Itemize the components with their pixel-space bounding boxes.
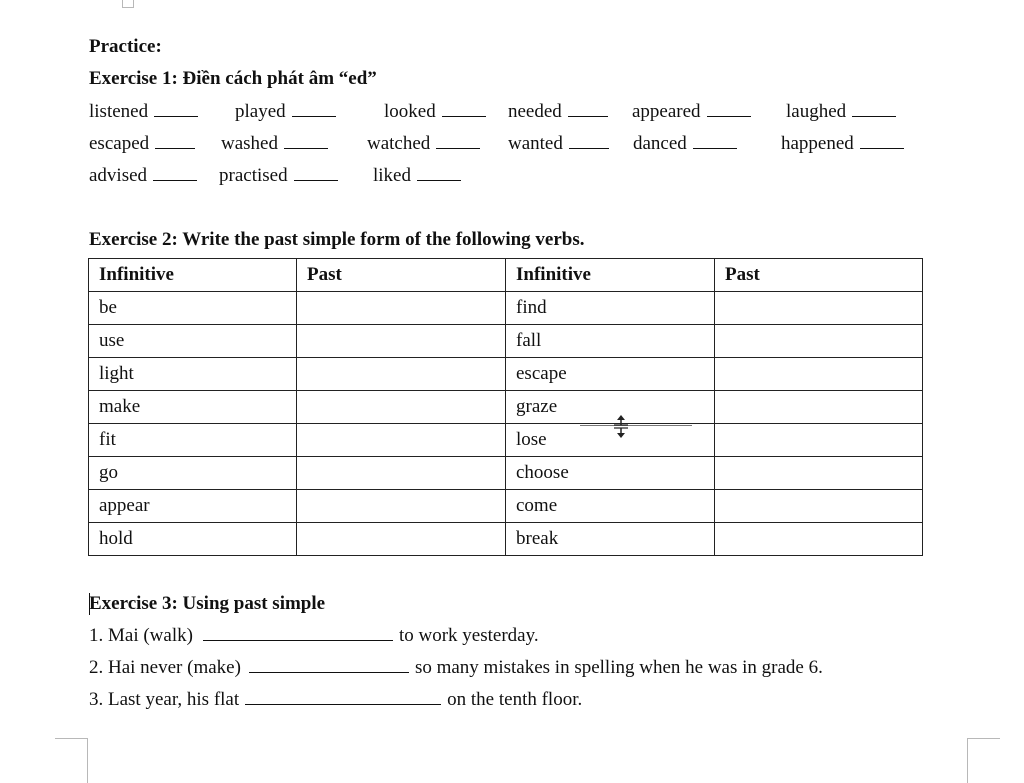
col-header-infinitive: Infinitive: [506, 259, 715, 292]
verb-cell: escape: [506, 358, 715, 391]
ed-word: washed: [221, 133, 328, 155]
answer-cell[interactable]: [715, 457, 923, 490]
answer-blank[interactable]: [203, 639, 393, 641]
exercise2-title: Exercise 2: Write the past simple form of the following verbs.: [89, 229, 585, 250]
verb-cell: go: [89, 457, 297, 490]
verb-cell: be: [89, 292, 297, 325]
page-corner-mark-bottom-left: [55, 738, 88, 783]
ed-word: practised: [219, 165, 338, 187]
verb-cell: choose: [506, 457, 715, 490]
table-row: [89, 457, 923, 490]
answer-cell[interactable]: [297, 523, 506, 556]
table-row: [89, 292, 923, 325]
ed-word: laughed: [786, 101, 896, 123]
ed-word: wanted: [508, 133, 609, 155]
ed-word: watched: [367, 133, 480, 155]
answer-cell[interactable]: [297, 424, 506, 457]
verb-cell: fall: [506, 325, 715, 358]
table-row: [89, 358, 923, 391]
verb-cell: appear: [89, 490, 297, 523]
row-resize-guide: [580, 425, 692, 426]
row-resize-cursor-icon: [613, 414, 629, 440]
ed-word: escaped: [89, 133, 195, 155]
exercise1-title: Exercise 1: Điền cách phát âm “ed”: [89, 68, 377, 89]
verb-cell: graze: [506, 391, 715, 424]
practice-title: Practice:: [89, 36, 162, 57]
ed-word: happened: [781, 133, 904, 155]
table-row: [89, 391, 923, 424]
answer-cell[interactable]: [297, 325, 506, 358]
ed-word: listened: [89, 101, 198, 123]
answer-cell[interactable]: [715, 424, 923, 457]
ed-word: advised: [89, 165, 197, 187]
verb-cell: break: [506, 523, 715, 556]
ed-word: needed: [508, 101, 608, 123]
exercise3-sentence: 3. Last year, his flat on the tenth floor.: [89, 689, 583, 710]
answer-blank[interactable]: [249, 671, 409, 673]
ed-word: looked: [384, 101, 486, 123]
verb-cell: use: [89, 325, 297, 358]
verb-cell: come: [506, 490, 715, 523]
verb-cell: lose: [506, 424, 715, 457]
table-row: [89, 490, 923, 523]
answer-cell[interactable]: [297, 358, 506, 391]
verb-cell: light: [89, 358, 297, 391]
answer-cell[interactable]: [715, 523, 923, 556]
answer-cell[interactable]: [715, 358, 923, 391]
ed-word: danced: [633, 133, 737, 155]
page-corner-mark-bottom-right: [967, 738, 1000, 783]
verb-cell: fit: [89, 424, 297, 457]
answer-cell[interactable]: [297, 457, 506, 490]
answer-cell[interactable]: [715, 391, 923, 424]
answer-cell[interactable]: [297, 292, 506, 325]
answer-blank[interactable]: [245, 703, 441, 705]
col-header-past: Past: [297, 259, 506, 292]
exercise3-sentence: 1. Mai (walk) to work yesterday.: [89, 625, 539, 646]
answer-cell[interactable]: [715, 292, 923, 325]
verb-table: [88, 258, 923, 556]
ed-word: appeared: [632, 101, 751, 123]
ed-word: played: [235, 101, 336, 123]
exercise3-sentence: 2. Hai never (make) so many mistakes in spelling when he was in grade 6.: [89, 657, 823, 678]
page-corner-mark-top: [122, 0, 134, 8]
answer-cell[interactable]: [297, 391, 506, 424]
answer-cell[interactable]: [715, 325, 923, 358]
verb-cell: hold: [89, 523, 297, 556]
verb-cell: find: [506, 292, 715, 325]
verb-cell: make: [89, 391, 297, 424]
table-row: [89, 325, 923, 358]
ed-word: liked: [373, 165, 461, 187]
answer-cell[interactable]: [715, 490, 923, 523]
col-header-past: Past: [715, 259, 923, 292]
table-row: [89, 424, 923, 457]
answer-cell[interactable]: [297, 490, 506, 523]
table-header-row: [89, 259, 923, 292]
table-row: [89, 523, 923, 556]
exercise3-title: Exercise 3: Using past simple: [89, 593, 326, 614]
col-header-infinitive: Infinitive: [89, 259, 297, 292]
